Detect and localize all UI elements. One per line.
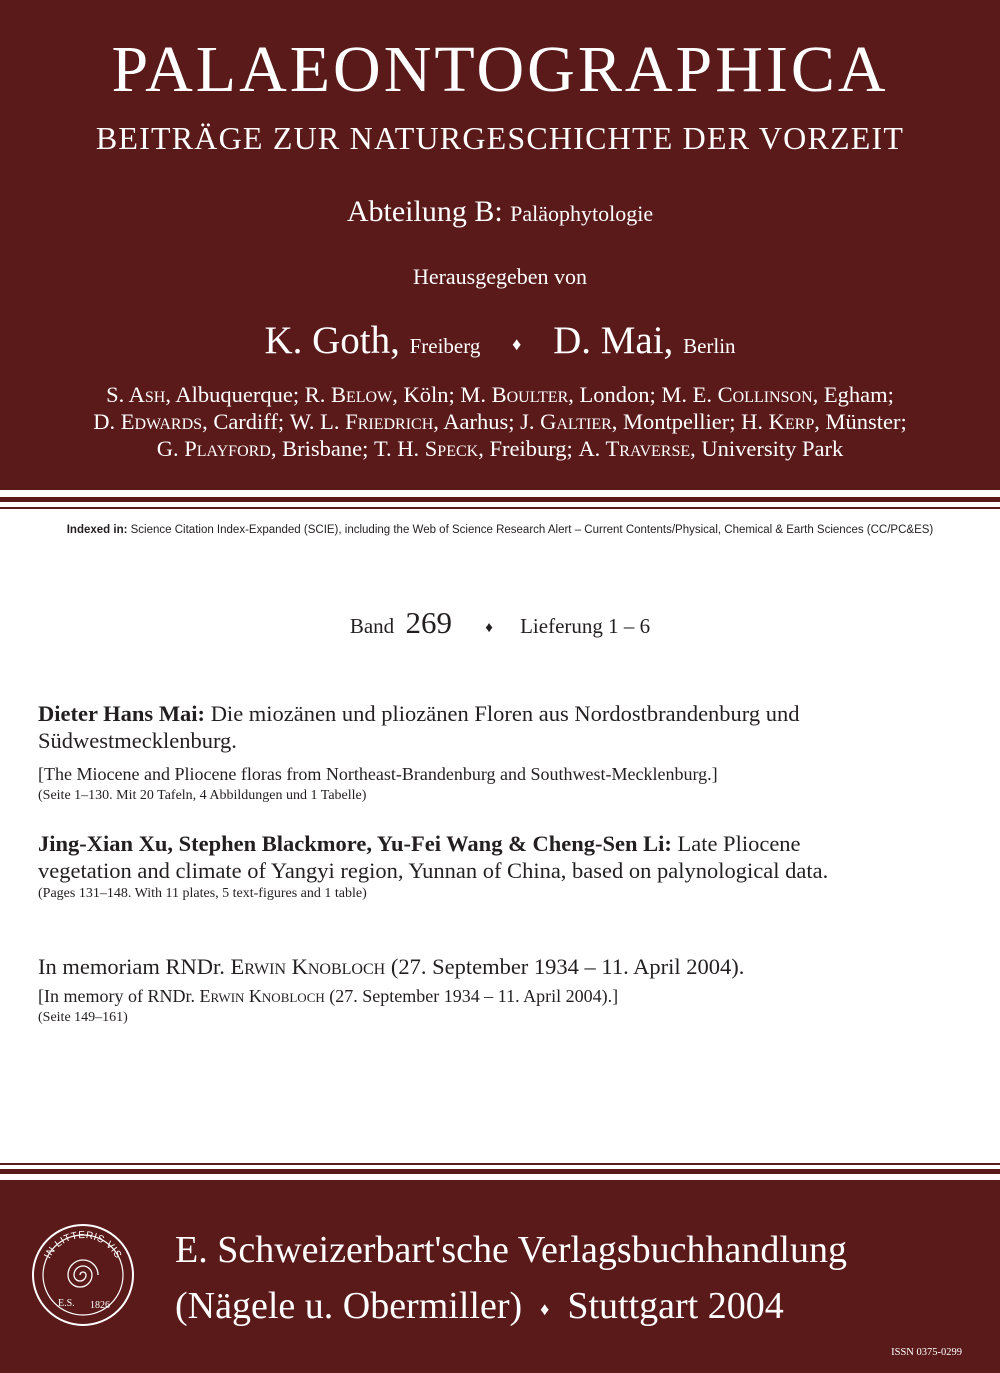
editorial-board-line	[0, 408, 1000, 435]
board-member-city: , London;	[568, 382, 662, 407]
article-entry	[38, 953, 973, 1028]
memoriam-translation-prefix: [In memory of RNDr.	[38, 986, 200, 1006]
article-title-line1: Late Pliocene	[671, 831, 801, 856]
board-member-name: M. E. Collinson	[661, 382, 813, 407]
volume-line	[0, 605, 1000, 646]
divider-rule-top	[0, 497, 1000, 502]
board-member-city: , Aarhus;	[433, 409, 521, 434]
editor-1-name: K. Goth,	[264, 319, 400, 362]
editor-1-city: Freiberg	[409, 334, 481, 358]
indexed-text: Science Citation Index-Expanded (SCIE), including the Web of Science Research Alert – Current Contents/Physical, Chemical & Earth Sciences (CC/PC&ES)	[130, 524, 934, 536]
divider-rule-bottom	[0, 1169, 1000, 1174]
seal-motto: IN LITTERIS VIS	[42, 1229, 124, 1261]
editor-2-city: Berlin	[683, 334, 736, 358]
board-member-city: , Köln;	[392, 382, 461, 407]
seal-year: 1826	[90, 1300, 110, 1311]
board-member-name: M. Boulter	[460, 382, 569, 407]
board-member-city: , Cardiff;	[202, 409, 290, 434]
article-pages: (Seite 149–161)	[38, 1010, 128, 1025]
diamond-separator-icon: ♦	[512, 334, 522, 355]
article-translation: [The Miocene and Pliocene floras from Northeast-Brandenburg and Southwest-Mecklenburg.]	[38, 764, 718, 784]
article-pages: (Pages 131–148. With 11 plates, 5 text-figures and 1 table)	[38, 886, 367, 901]
journal-title: PALAEONTOGRAPHICA	[111, 33, 889, 106]
editors-line	[0, 316, 1000, 371]
editorial-board-line	[0, 435, 1000, 462]
issn: ISSN 0375-0299	[891, 1347, 962, 1358]
publisher-line1: E. Schweizerbart'sche Verlagsbuchhandlung	[175, 1229, 847, 1271]
board-member-city: , Egham;	[812, 382, 894, 407]
diamond-separator-icon: ♦	[485, 620, 493, 637]
band-label: Band	[349, 614, 395, 638]
board-member-name: H. Kerp	[741, 409, 815, 434]
memoriam-name: Erwin Knobloch	[230, 954, 386, 979]
indexing-note	[0, 522, 1000, 538]
publisher-name	[175, 1222, 847, 1337]
editorial-board	[0, 381, 1000, 462]
memoriam-prefix: In memoriam RNDr.	[38, 954, 231, 979]
publisher-line2	[175, 1278, 847, 1337]
editorial-board-line	[0, 381, 1000, 408]
board-member-name: D. Edwards	[93, 409, 203, 434]
band-number: 269	[405, 605, 452, 640]
article-title	[38, 830, 973, 884]
abteilung-subject: Paläophytologie	[510, 201, 654, 226]
diamond-separator-icon: ♦	[540, 1299, 550, 1320]
board-member-city: , Montpellier;	[611, 409, 742, 434]
article-authors: Jing-Xian Xu, Stephen Blackmore, Yu-Fei Wang & Cheng-Sen Li:	[38, 831, 672, 856]
article-title	[38, 700, 973, 754]
board-member-name: R. Below	[304, 382, 393, 407]
editor-2-name: D. Mai,	[553, 319, 674, 362]
board-member-city: , Freiburg;	[478, 436, 579, 461]
board-member-city: , Brisbane;	[270, 436, 374, 461]
board-member-city: , University Park	[690, 436, 844, 461]
abteilung-label: Abteilung B:	[346, 195, 503, 228]
publisher-place-year: Stuttgart 2004	[567, 1285, 784, 1327]
article-pages: (Seite 1–130. Mit 20 Tafeln, 4 Abbildungen und 1 Tabelle)	[38, 788, 367, 803]
board-member-name: T. H. Speck	[373, 436, 479, 461]
board-member-name: J. Galtier	[520, 409, 612, 434]
seal-initials: E.S.	[58, 1298, 75, 1309]
memoriam-title	[38, 953, 973, 980]
edited-by-label: Herausgegeben von	[412, 264, 588, 289]
journal-subtitle: BEITRÄGE ZUR NATURGESCHICHTE DER VORZEIT	[95, 120, 905, 156]
divider-rule-bottom-thin	[0, 1163, 1000, 1165]
board-member-name: A. Traverse	[578, 436, 691, 461]
memoriam-translation-name: Erwin Knobloch	[199, 986, 325, 1006]
divider-rule-top-thin	[0, 507, 1000, 509]
article-authors: Dieter Hans Mai:	[38, 701, 206, 726]
board-member-city: , Münster;	[814, 409, 907, 434]
board-member-name: W. L. Friedrich	[289, 409, 434, 434]
article-title-line1: Die miozänen und pliozänen Floren aus Nordostbrandenburg und	[205, 701, 800, 726]
section-title	[0, 190, 1000, 236]
memoriam-translation	[38, 984, 973, 1008]
publisher-owners: (Nägele u. Obermiller)	[175, 1285, 523, 1327]
indexed-label: Indexed in:	[66, 524, 128, 536]
board-member-name: G. Playford	[156, 436, 271, 461]
memoriam-dates: (27. September 1934 – 11. April 2004).	[385, 954, 745, 979]
article-entry	[38, 830, 973, 904]
article-title-line2: vegetation and climate of Yangyi region, Yunnan of China, based on palynological data.	[38, 858, 829, 883]
memoriam-translation-dates: (27. September 1934 – 11. April 2004).]	[324, 986, 619, 1006]
article-title-line2: Südwestmecklenburg.	[38, 728, 237, 753]
lieferung: Lieferung 1 – 6	[520, 614, 651, 638]
board-member-name: S. Ash	[106, 382, 166, 407]
publisher-seal-icon	[28, 1220, 138, 1330]
board-member-city: , Albuquerque;	[165, 382, 305, 407]
article-entry	[38, 700, 973, 806]
